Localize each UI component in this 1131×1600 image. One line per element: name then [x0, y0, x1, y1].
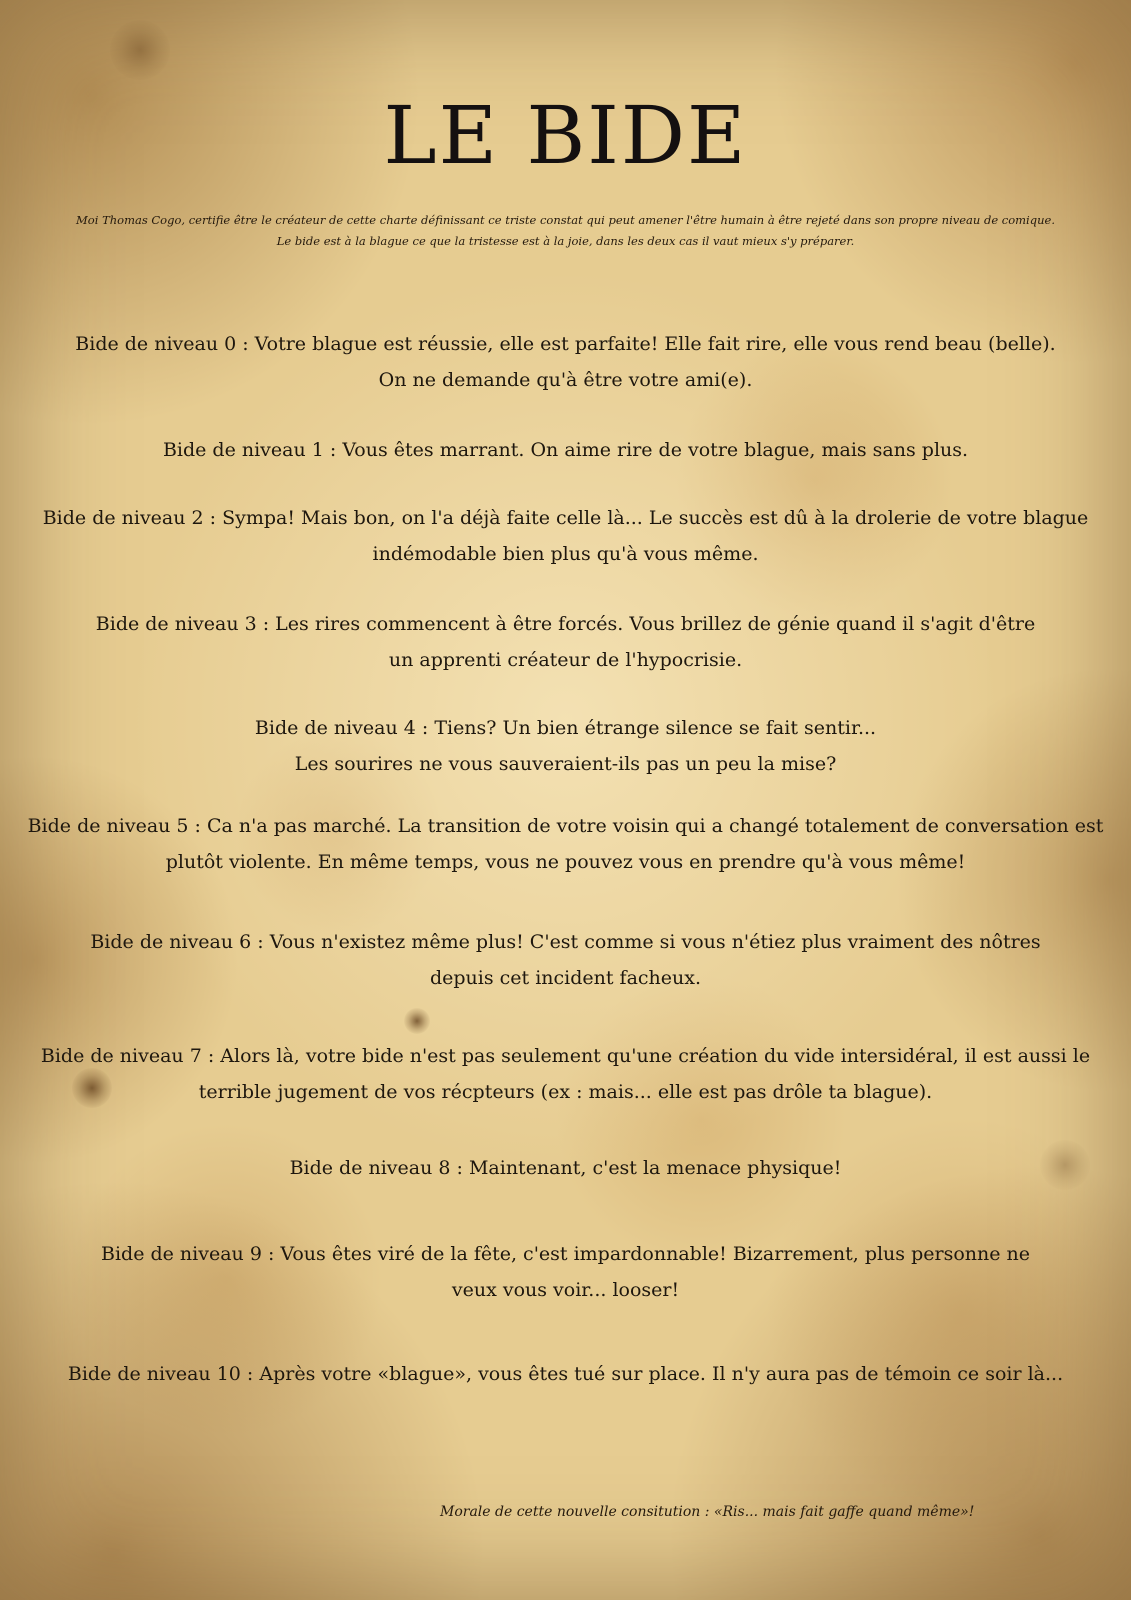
level-line: Bide de niveau 1 : Vous êtes marrant. On aime rire de votre blague, mais sans plus. — [162, 439, 969, 461]
moral-footer: Morale de cette nouvelle consitution : «Ris... mais fait gaffe quand même»! — [440, 1504, 975, 1520]
page-title: LE BIDE — [383, 89, 748, 182]
level-9-entry — [0, 1236, 1131, 1308]
certification-intro — [30, 210, 1101, 252]
level-line: Bide de niveau 2 : Sympa! Mais bon, on l'a déjà faite celle là... Le succès est dû à la drolerie de votre blague — [42, 507, 1089, 529]
intro-line: Moi Thomas Cogo, certifie être le créateur de cette charte définissant ce triste constat qui peut amener l'être humain à être rejeté dans son propre niveau de comique. — [76, 213, 1055, 227]
level-line: Bide de niveau 8 : Maintenant, c'est la menace physique! — [289, 1157, 842, 1179]
level-3-entry — [0, 606, 1131, 678]
intro-line: Le bide est à la blague ce que la tristesse est à la joie, dans les deux cas il vaut mieux s'y préparer. — [276, 234, 855, 248]
stain-mark — [110, 20, 170, 80]
level-line: plutôt violente. En même temps, vous ne pouvez vous en prendre qu'à vous même! — [165, 851, 966, 873]
level-line: Bide de niveau 4 : Tiens? Un bien étrange silence se fait sentir... — [254, 717, 877, 739]
level-line: Bide de niveau 10 : Après votre «blague», vous êtes tué sur place. Il n'y aura pas de témoin ce soir là... — [67, 1363, 1064, 1385]
level-line: depuis cet incident facheux. — [429, 967, 702, 989]
level-line: Bide de niveau 7 : Alors là, votre bide n'est pas seulement qu'une création du vide intersidéral, il est aussi le — [40, 1045, 1091, 1067]
level-4-entry — [0, 710, 1131, 782]
level-8-entry — [0, 1150, 1131, 1186]
level-line: Bide de niveau 3 : Les rires commencent à être forcés. Vous brillez de génie quand il s'agit d'être — [95, 613, 1036, 635]
level-line: Les sourires ne vous sauveraient-ils pas un peu la mise? — [294, 753, 837, 775]
stain-mark — [404, 1008, 430, 1034]
level-line: un apprenti créateur de l'hypocrisie. — [388, 649, 743, 671]
level-2-entry — [0, 500, 1131, 572]
level-5-entry — [0, 808, 1131, 880]
level-7-entry — [0, 1038, 1131, 1110]
level-line: Bide de niveau 9 : Vous êtes viré de la fête, c'est impardonnable! Bizarrement, plus personne ne — [101, 1243, 1030, 1265]
level-line: Bide de niveau 6 : Vous n'existez même plus! C'est comme si vous n'étiez plus vraiment des nôtres — [90, 931, 1041, 953]
level-line: indémodable bien plus qu'à vous même. — [372, 543, 759, 565]
level-1-entry — [0, 432, 1131, 468]
level-line: Bide de niveau 0 : Votre blague est réussie, elle est parfaite! Elle fait rire, elle vous rend beau (belle). — [75, 333, 1056, 355]
level-10-entry — [0, 1356, 1131, 1392]
level-6-entry — [0, 924, 1131, 996]
level-line: On ne demande qu'à être votre ami(e). — [378, 369, 753, 391]
level-line: Bide de niveau 5 : Ca n'a pas marché. La transition de votre voisin qui a changé totalement de conversation est — [27, 815, 1104, 837]
level-0-entry — [0, 326, 1131, 398]
level-line: terrible jugement de vos récpteurs (ex : mais... elle est pas drôle ta blague). — [198, 1081, 933, 1103]
level-line: veux vous voir... looser! — [451, 1279, 680, 1301]
